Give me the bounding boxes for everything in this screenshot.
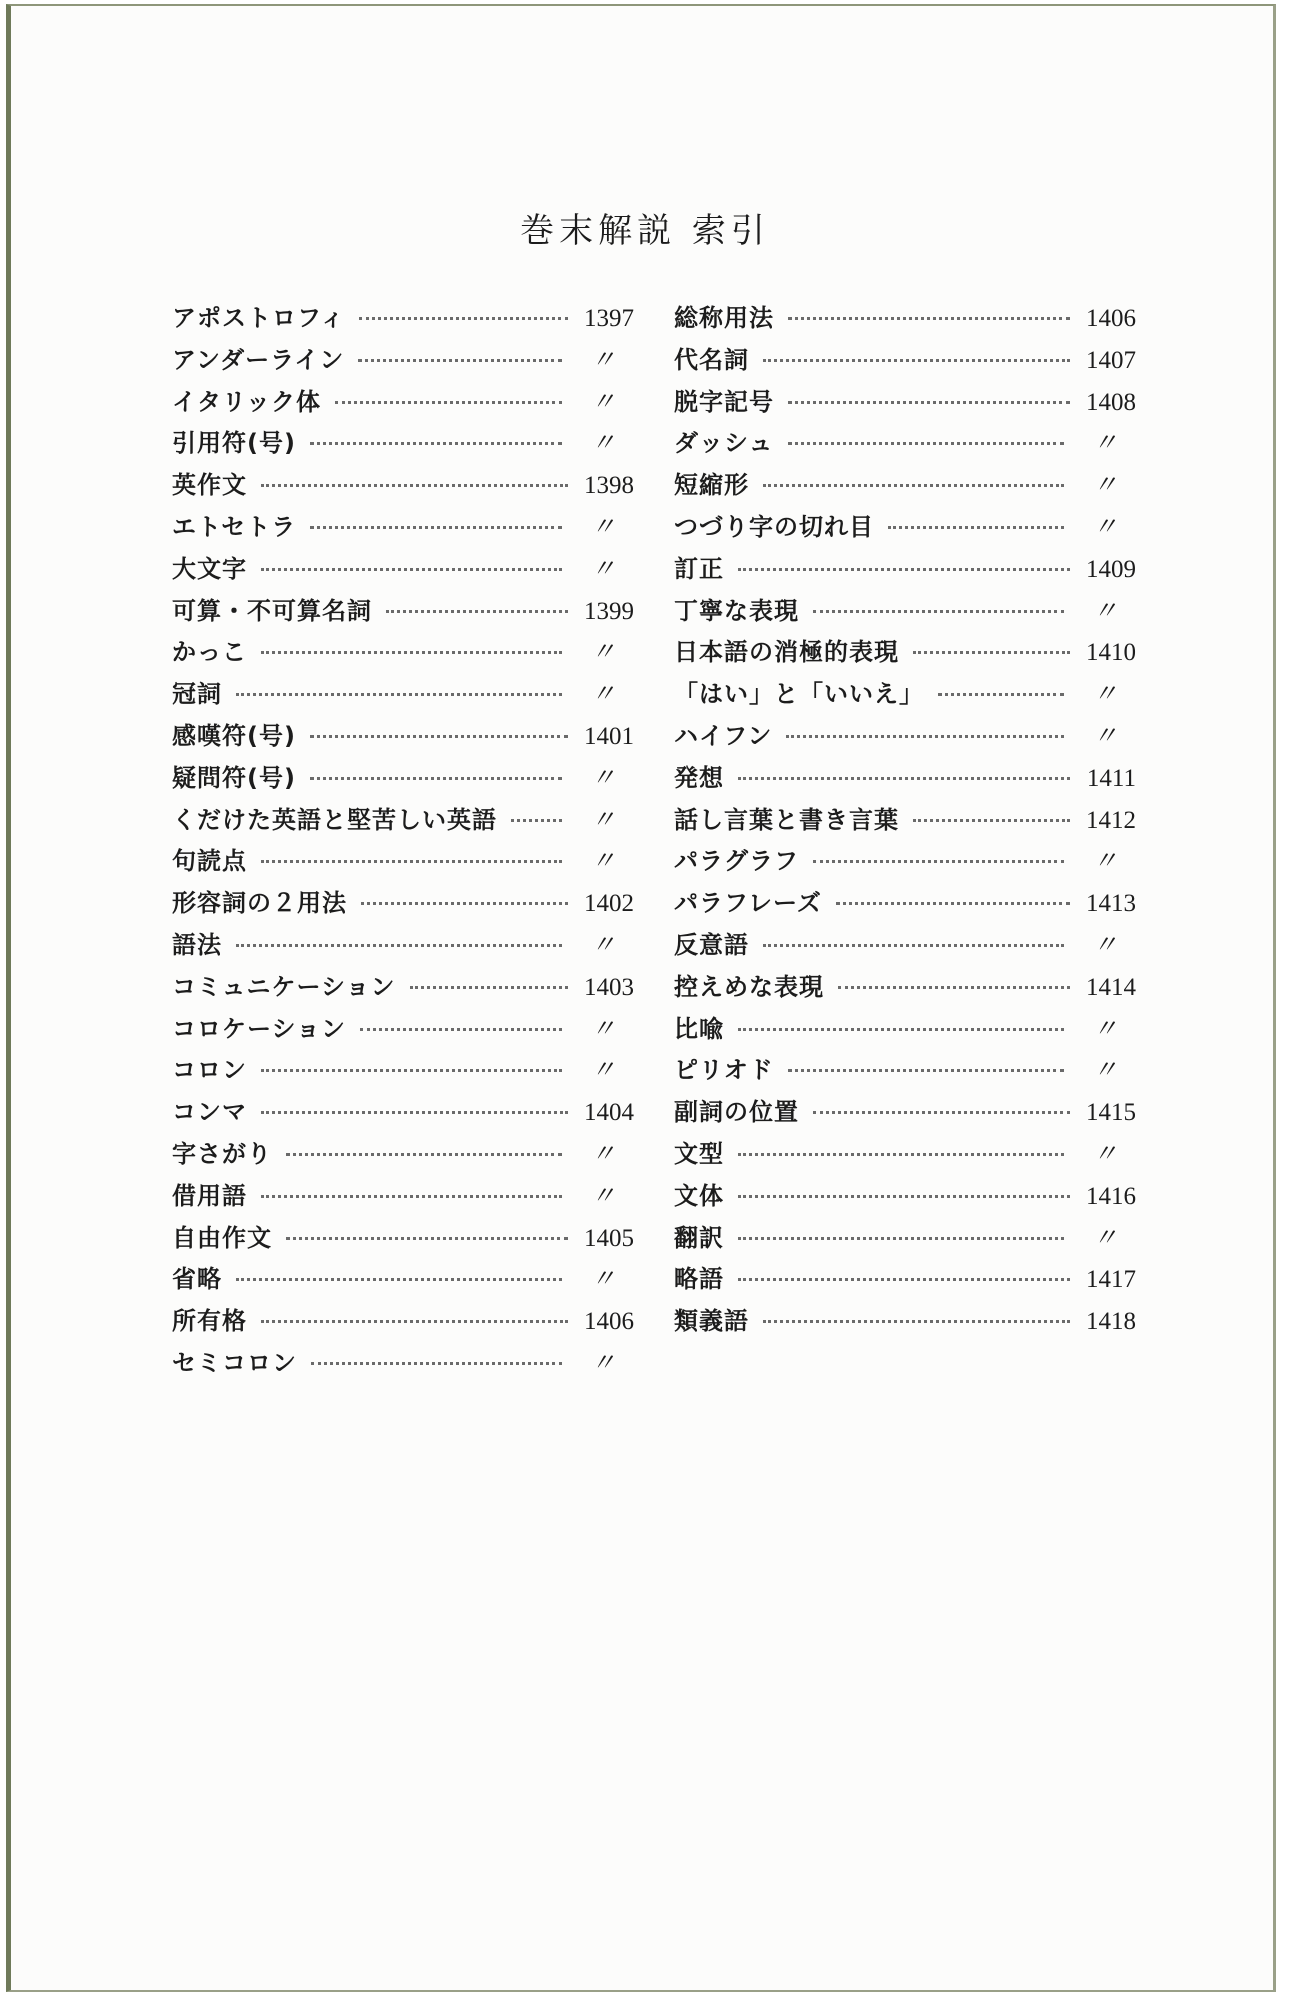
page-number: 1412 — [1086, 806, 1136, 834]
index-column-right — [674, 298, 1136, 1343]
dot-leader — [813, 1111, 1070, 1114]
dot-leader — [738, 1278, 1070, 1281]
index-entry — [172, 1218, 634, 1260]
page-number: 〃 — [590, 511, 616, 541]
index-term: アンダーライン — [172, 345, 345, 374]
index-entry — [172, 1343, 634, 1385]
index-term: パラグラフ — [674, 847, 799, 876]
dot-leader — [410, 986, 568, 989]
index-entry — [172, 632, 634, 674]
page-number: 1417 — [1086, 1266, 1136, 1294]
dot-leader — [763, 359, 1070, 362]
page-number: 〃 — [1092, 1222, 1118, 1252]
dot-leader — [236, 693, 562, 696]
dot-leader — [386, 610, 568, 613]
page-number: 〃 — [1092, 470, 1118, 500]
dot-leader — [335, 401, 562, 404]
index-entry — [172, 340, 634, 382]
index-term: 訂正 — [674, 554, 724, 583]
page-number: 〃 — [1092, 1138, 1118, 1168]
page-number: 1418 — [1086, 1308, 1136, 1336]
index-entry — [674, 591, 1136, 633]
index-entry — [674, 1176, 1136, 1218]
page-number: 〃 — [590, 846, 616, 876]
index-term: 日本語の消極的表現 — [674, 638, 899, 667]
index-term: 引用符(号) — [172, 429, 296, 458]
page-number: 〃 — [590, 679, 616, 709]
dot-leader — [738, 568, 1070, 571]
page-number: 〃 — [590, 428, 616, 458]
page-number: 1409 — [1086, 555, 1136, 583]
index-entry — [172, 841, 634, 883]
index-term: 翻訳 — [674, 1223, 724, 1252]
dot-leader — [813, 610, 1064, 613]
dot-leader — [359, 317, 568, 320]
dot-leader — [310, 735, 568, 738]
page-number: 〃 — [590, 1347, 616, 1377]
page-number: 〃 — [1092, 679, 1118, 709]
index-entry — [172, 800, 634, 842]
index-entry — [674, 632, 1136, 674]
page-title: 巻末解説 索引 — [520, 210, 770, 251]
dot-leader — [738, 1195, 1070, 1198]
dot-leader — [310, 526, 562, 529]
index-term: 可算・不可算名詞 — [172, 596, 372, 625]
page-number: 〃 — [1092, 929, 1118, 959]
page-number: 〃 — [1092, 1013, 1118, 1043]
index-term: 類義語 — [674, 1307, 749, 1336]
page-number: 〃 — [590, 553, 616, 583]
index-term: ハイフン — [674, 721, 773, 750]
index-entry — [674, 423, 1136, 465]
dot-leader — [286, 1237, 568, 1240]
index-term: 疑問符(号) — [172, 763, 296, 792]
dot-leader — [888, 526, 1064, 529]
dot-leader — [361, 902, 568, 905]
dot-leader — [738, 1153, 1064, 1156]
index-term: 文体 — [674, 1181, 724, 1210]
page-number: 〃 — [1092, 720, 1118, 750]
dot-leader — [763, 1320, 1070, 1323]
dot-leader — [913, 651, 1070, 654]
index-term: 冠詞 — [172, 680, 222, 709]
index-term: セミコロン — [172, 1348, 297, 1377]
page-number: 1402 — [584, 890, 634, 918]
page-number: 1399 — [584, 597, 634, 625]
dot-leader — [261, 1195, 562, 1198]
dot-leader — [511, 819, 562, 822]
dot-leader — [261, 1111, 568, 1114]
index-entry — [674, 298, 1136, 340]
index-entry — [674, 1218, 1136, 1260]
index-entry — [172, 1050, 634, 1092]
index-term: 自由作文 — [172, 1223, 272, 1252]
index-entry — [172, 1092, 634, 1134]
index-term: 感嘆符(号) — [172, 721, 296, 750]
page-number: 〃 — [1092, 846, 1118, 876]
index-term: イタリック体 — [172, 387, 322, 416]
page-number: 1410 — [1086, 639, 1136, 667]
index-term: 反意語 — [674, 930, 749, 959]
index-term: コロケーション — [172, 1014, 347, 1043]
dot-leader — [938, 693, 1064, 696]
index-entry — [172, 298, 634, 340]
page-number: 1397 — [584, 305, 634, 332]
index-entry — [172, 1301, 634, 1343]
index-term: 形容詞の２用法 — [172, 889, 347, 918]
page-number: 〃 — [590, 762, 616, 792]
page-number: 〃 — [1092, 595, 1118, 625]
page-number: 〃 — [590, 929, 616, 959]
dot-leader — [261, 1320, 568, 1323]
index-term: 所有格 — [172, 1307, 247, 1336]
page-number: 1413 — [1086, 890, 1136, 918]
dot-leader — [360, 1028, 562, 1031]
index-term: 総称用法 — [674, 304, 774, 332]
dot-leader — [788, 401, 1070, 404]
page-number: 〃 — [590, 804, 616, 834]
dot-leader — [738, 777, 1070, 780]
index-entry — [674, 1009, 1136, 1051]
index-entry — [674, 758, 1136, 800]
page-number: 1407 — [1086, 346, 1136, 374]
index-term: 比喩 — [674, 1014, 724, 1043]
index-term: アポストロフィ — [172, 304, 346, 332]
index-term: 省略 — [172, 1265, 222, 1294]
page-number: 〃 — [590, 386, 616, 416]
index-entry — [674, 1050, 1136, 1092]
page-number: 〃 — [590, 637, 616, 667]
page-number: 〃 — [1092, 1055, 1118, 1085]
index-term: 「はい」と「いいえ」 — [674, 680, 924, 709]
index-entry — [172, 591, 634, 633]
dot-leader — [788, 1069, 1064, 1072]
index-entry — [172, 925, 634, 967]
dot-leader — [788, 442, 1064, 445]
index-term: 借用語 — [172, 1181, 247, 1210]
dot-leader — [838, 986, 1070, 989]
dot-leader — [788, 317, 1070, 320]
dot-leader — [358, 359, 562, 362]
page-number: 1406 — [1086, 305, 1136, 332]
index-term: パラフレーズ — [674, 889, 822, 918]
index-entry — [172, 465, 634, 507]
page-number: 〃 — [1092, 511, 1118, 541]
index-term: エトセトラ — [172, 512, 297, 541]
index-term: ピリオド — [674, 1056, 774, 1085]
page-number: 1405 — [584, 1224, 634, 1252]
dot-leader — [738, 1237, 1064, 1240]
page-number: 1398 — [584, 472, 634, 500]
dot-leader — [261, 651, 562, 654]
index-entry — [172, 758, 634, 800]
dot-leader — [261, 860, 562, 863]
index-term: 英作文 — [172, 471, 247, 500]
index-entry — [674, 1134, 1136, 1176]
index-term: コンマ — [172, 1098, 247, 1127]
index-term: 略語 — [674, 1265, 724, 1294]
dot-leader — [310, 777, 562, 780]
index-term: 代名詞 — [674, 345, 749, 374]
page-number: 〃 — [590, 1055, 616, 1085]
index-entry — [674, 549, 1136, 591]
index-entry — [172, 1176, 634, 1218]
page-number: 1415 — [1086, 1099, 1136, 1127]
index-term: 文型 — [674, 1139, 724, 1168]
index-term: ダッシュ — [674, 429, 774, 458]
dot-leader — [813, 860, 1064, 863]
index-entry — [172, 507, 634, 549]
dot-leader — [786, 735, 1064, 738]
index-term: 語法 — [172, 930, 222, 959]
index-term: 控えめな表現 — [674, 972, 824, 1001]
dot-leader — [261, 1069, 562, 1072]
index-entry — [674, 1259, 1136, 1301]
index-entry — [172, 549, 634, 591]
dot-leader — [738, 1028, 1064, 1031]
page-number: 〃 — [590, 1138, 616, 1168]
index-entry — [172, 1134, 634, 1176]
index-term: 大文字 — [172, 554, 247, 583]
index-entry — [674, 674, 1136, 716]
index-entry — [172, 1009, 634, 1051]
index-entry — [674, 883, 1136, 925]
index-term: 発想 — [674, 763, 724, 792]
dot-leader — [236, 1278, 562, 1281]
index-term: 字さがり — [172, 1139, 272, 1168]
dot-leader — [236, 944, 562, 947]
dot-leader — [310, 442, 562, 445]
page-number: 〃 — [590, 1264, 616, 1294]
dot-leader — [286, 1153, 562, 1156]
index-entry — [172, 1259, 634, 1301]
index-entry — [172, 716, 634, 758]
index-entry — [674, 340, 1136, 382]
index-entry — [674, 1092, 1136, 1134]
page-number: 1401 — [584, 722, 634, 750]
index-entry — [674, 465, 1136, 507]
index-entry — [172, 967, 634, 1009]
dot-leader — [836, 902, 1070, 905]
index-term: 脱字記号 — [674, 387, 774, 416]
index-column-left — [172, 298, 634, 1385]
index-term: コロン — [172, 1056, 247, 1085]
index-entry — [674, 507, 1136, 549]
index-entry — [172, 423, 634, 465]
index-term: 丁寧な表現 — [674, 596, 799, 625]
index-term: くだけた英語と堅苦しい英語 — [172, 805, 497, 834]
index-term: 短縮形 — [674, 471, 749, 500]
index-term: 話し言葉と書き言葉 — [674, 805, 899, 834]
page-number: 〃 — [590, 344, 616, 374]
page-number: 1404 — [584, 1099, 634, 1127]
page-number: 1411 — [1086, 764, 1136, 792]
index-entry — [172, 382, 634, 424]
index-entry — [674, 800, 1136, 842]
index-entry — [172, 883, 634, 925]
page-number: 1408 — [1086, 388, 1136, 416]
page-number: 1416 — [1086, 1182, 1136, 1210]
page-number: 〃 — [590, 1013, 616, 1043]
index-entry — [674, 967, 1136, 1009]
dot-leader — [261, 568, 562, 571]
index-term: つづり字の切れ目 — [674, 512, 874, 541]
page-number: 〃 — [1092, 428, 1118, 458]
index-entry — [674, 841, 1136, 883]
dot-leader — [913, 819, 1070, 822]
page-number: 1406 — [584, 1308, 634, 1336]
index-entry — [674, 382, 1136, 424]
index-term: かっこ — [172, 638, 247, 667]
index-term: コミュニケーション — [172, 972, 396, 1001]
index-term: 句読点 — [172, 847, 247, 876]
dot-leader — [311, 1362, 562, 1365]
index-entry — [674, 925, 1136, 967]
dot-leader — [763, 484, 1064, 487]
page-number: 〃 — [590, 1180, 616, 1210]
page-number: 1414 — [1086, 973, 1136, 1001]
page-number: 1403 — [584, 973, 634, 1001]
index-entry — [172, 674, 634, 716]
index-term: 副詞の位置 — [674, 1098, 799, 1127]
index-entry — [674, 716, 1136, 758]
dot-leader — [261, 484, 568, 487]
index-entry — [674, 1301, 1136, 1343]
dot-leader — [763, 944, 1064, 947]
